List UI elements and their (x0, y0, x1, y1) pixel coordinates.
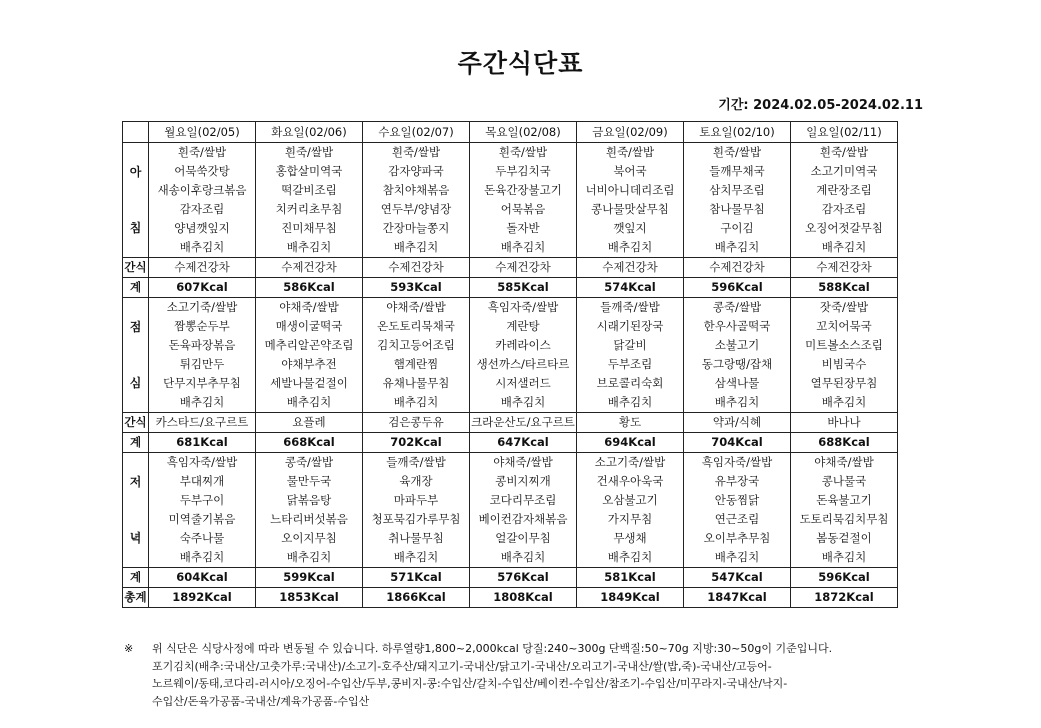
menu-item: 세발나물겉절이 (256, 374, 363, 393)
snack-item: 바나나 (791, 413, 898, 433)
corner-cell (123, 122, 149, 143)
day-header: 목요일(02/08) (470, 122, 577, 143)
menu-item: 흰죽/쌀밥 (363, 143, 470, 163)
menu-item: 돈육파장볶음 (149, 336, 256, 355)
menu-item: 햄계란찜 (363, 355, 470, 374)
menu-item: 단무지부추무침 (149, 374, 256, 393)
menu-item: 잣죽/쌀밥 (791, 298, 898, 318)
day-header: 토요일(02/10) (684, 122, 791, 143)
breakfast-row (123, 219, 898, 238)
menu-item: 들깨죽/쌀밥 (363, 453, 470, 473)
menu-item: 메추리알곤약조림 (256, 336, 363, 355)
dinner-kcal-row (123, 568, 898, 588)
menu-item: 계란탕 (470, 317, 577, 336)
menu-item: 생선까스/타르타르 (470, 355, 577, 374)
menu-item: 간장마늘쫑지 (363, 219, 470, 238)
menu-item: 삼색나물 (684, 374, 791, 393)
breakfast-row (123, 143, 898, 163)
snack-item: 수제건강차 (363, 258, 470, 278)
menu-item: 떡갈비조림 (256, 181, 363, 200)
menu-item: 배추김치 (149, 548, 256, 568)
menu-item: 어묵쑥갓탕 (149, 162, 256, 181)
menu-item: 브로콜리숙회 (577, 374, 684, 393)
kcal-value: 604Kcal (149, 568, 256, 588)
total-kcal-value: 1892Kcal (149, 588, 256, 608)
day-header: 금요일(02/09) (577, 122, 684, 143)
menu-item: 배추김치 (684, 238, 791, 258)
menu-item: 참나물무침 (684, 200, 791, 219)
subtotal-label: 계 (123, 568, 149, 588)
menu-item: 시저샐러드 (470, 374, 577, 393)
menu-item: 치커리초무침 (256, 200, 363, 219)
menu-item: 배추김치 (791, 548, 898, 568)
menu-item: 삼치무조림 (684, 181, 791, 200)
menu-item: 배추김치 (363, 393, 470, 413)
breakfast-row (123, 162, 898, 181)
menu-item: 들깨죽/쌀밥 (577, 298, 684, 318)
menu-item: 새송이후랑크볶음 (149, 181, 256, 200)
menu-item: 야채죽/쌀밥 (470, 453, 577, 473)
note-line: 포기김치(배추:국내산/고춧가루:국내산)/소고기-호주산/돼지고기-국내산/닭고기-국내산/오리고기-국내산/쌀(밥,죽)-국내산/고등어- (152, 659, 772, 673)
kcal-value: 694Kcal (577, 433, 684, 453)
menu-item: 홍합살미역국 (256, 162, 363, 181)
menu-item: 콩나물맛살무침 (577, 200, 684, 219)
lunch-row (123, 374, 898, 393)
menu-item: 참치야채볶음 (363, 181, 470, 200)
menu-item: 콩죽/쌀밥 (256, 453, 363, 473)
lunch-row (123, 393, 898, 413)
menu-item: 미역줄기볶음 (149, 510, 256, 529)
menu-item: 물만두국 (256, 472, 363, 491)
menu-item: 소고기미역국 (791, 162, 898, 181)
snack-item: 검은콩두유 (363, 413, 470, 433)
kcal-value: 574Kcal (577, 278, 684, 298)
menu-item: 소고기죽/쌀밥 (149, 298, 256, 318)
note-line: 위 식단은 식당사정에 따라 변동될 수 있습니다. 하루열량1,800~2,000kcal 당질:240~300g 단백질:50~70g 지방:30~50g이 기준입니다. (152, 642, 833, 655)
menu-item: 야채죽/쌀밥 (791, 453, 898, 473)
menu-item: 오이부추무침 (684, 529, 791, 548)
kcal-value: 607Kcal (149, 278, 256, 298)
dinner-row (123, 548, 898, 568)
menu-item: 콩나물국 (791, 472, 898, 491)
menu-item: 콩죽/쌀밥 (684, 298, 791, 318)
day-header: 화요일(02/06) (256, 122, 363, 143)
note-line: 수입산/돈육가공품-국내산/계육가공품-수입산 (152, 694, 370, 708)
kcal-value: 585Kcal (470, 278, 577, 298)
menu-item: 흑임자죽/쌀밥 (470, 298, 577, 318)
total-kcal-value: 1866Kcal (363, 588, 470, 608)
menu-item: 배추김치 (363, 548, 470, 568)
kcal-value: 547Kcal (684, 568, 791, 588)
dinner-label (123, 453, 149, 568)
menu-item: 얼갈이무침 (470, 529, 577, 548)
note-text (152, 640, 1002, 710)
menu-item: 부대찌개 (149, 472, 256, 491)
menu-item: 양념깻잎지 (149, 219, 256, 238)
menu-item: 흑임자죽/쌀밥 (149, 453, 256, 473)
menu-item: 깻잎지 (577, 219, 684, 238)
breakfast-row (123, 238, 898, 258)
menu-item: 돈육간장불고기 (470, 181, 577, 200)
lunch-snack-row (123, 413, 898, 433)
breakfast-label (123, 143, 149, 258)
menu-item: 카레라이스 (470, 336, 577, 355)
menu-item: 흰죽/쌀밥 (684, 143, 791, 163)
kcal-value: 586Kcal (256, 278, 363, 298)
dinner-row (123, 529, 898, 548)
menu-item: 마파두부 (363, 491, 470, 510)
note-mark: ※ (124, 642, 134, 655)
menu-item: 열무된장무침 (791, 374, 898, 393)
total-kcal-value: 1808Kcal (470, 588, 577, 608)
menu-item: 감자조림 (149, 200, 256, 219)
menu-item: 가지무침 (577, 510, 684, 529)
menu-item: 두부구이 (149, 491, 256, 510)
kcal-value: 688Kcal (791, 433, 898, 453)
menu-item: 무생채 (577, 529, 684, 548)
subtotal-label: 계 (123, 433, 149, 453)
kcal-value: 581Kcal (577, 568, 684, 588)
snack-label: 간식 (123, 258, 149, 278)
menu-item: 오이지무침 (256, 529, 363, 548)
menu-item: 유부장국 (684, 472, 791, 491)
menu-item: 오삼불고기 (577, 491, 684, 510)
menu-item: 숙주나물 (149, 529, 256, 548)
menu-item: 동그랑땡/잡채 (684, 355, 791, 374)
kcal-value: 596Kcal (684, 278, 791, 298)
menu-item: 배추김치 (684, 393, 791, 413)
kcal-value: 704Kcal (684, 433, 791, 453)
menu-item: 흰죽/쌀밥 (791, 143, 898, 163)
snack-item: 카스타드/요구르트 (149, 413, 256, 433)
menu-item: 흰죽/쌀밥 (149, 143, 256, 163)
menu-item: 두부조림 (577, 355, 684, 374)
snack-item: 요플레 (256, 413, 363, 433)
menu-item: 야채죽/쌀밥 (256, 298, 363, 318)
menu-item: 배추김치 (363, 238, 470, 258)
page-title: 주간식단표 (457, 49, 584, 78)
breakfast-label-bottom: 침 (129, 221, 142, 235)
menu-item: 봄동겉절이 (791, 529, 898, 548)
day-header: 월요일(02/05) (149, 122, 256, 143)
menu-item: 흰죽/쌀밥 (256, 143, 363, 163)
lunch-label (123, 298, 149, 413)
menu-item: 배추김치 (256, 548, 363, 568)
menu-item: 배추김치 (791, 393, 898, 413)
period-label: 기간: 2024.02.05-2024.02.11 (718, 98, 923, 113)
lunch-kcal-row (123, 433, 898, 453)
menu-item: 짬뽕순두부 (149, 317, 256, 336)
kcal-value: 681Kcal (149, 433, 256, 453)
day-header: 수요일(02/07) (363, 122, 470, 143)
kcal-value: 668Kcal (256, 433, 363, 453)
menu-item: 육개장 (363, 472, 470, 491)
snack-item: 수제건강차 (684, 258, 791, 278)
kcal-value: 571Kcal (363, 568, 470, 588)
menu-item: 연근조림 (684, 510, 791, 529)
menu-item: 오징어젓갈무침 (791, 219, 898, 238)
breakfast-label-top: 아 (129, 165, 142, 179)
menu-item: 소불고기 (684, 336, 791, 355)
menu-item: 흰죽/쌀밥 (470, 143, 577, 163)
subtotal-label: 계 (123, 278, 149, 298)
menu-item: 감자조림 (791, 200, 898, 219)
lunch-row (123, 317, 898, 336)
menu-item: 배추김치 (577, 238, 684, 258)
menu-item: 돌자반 (470, 219, 577, 238)
total-kcal-value: 1849Kcal (577, 588, 684, 608)
dinner-row (123, 510, 898, 529)
menu-item: 배추김치 (577, 393, 684, 413)
total-kcal-value: 1853Kcal (256, 588, 363, 608)
menu-item: 청포묵김가루무침 (363, 510, 470, 529)
kcal-value: 588Kcal (791, 278, 898, 298)
menu-item: 한우사골떡국 (684, 317, 791, 336)
dinner-row (123, 472, 898, 491)
menu-item: 안동찜닭 (684, 491, 791, 510)
day-header: 일요일(02/11) (791, 122, 898, 143)
kcal-value: 647Kcal (470, 433, 577, 453)
kcal-value: 702Kcal (363, 433, 470, 453)
menu-item: 소고기죽/쌀밥 (577, 453, 684, 473)
breakfast-row (123, 200, 898, 219)
lunch-row (123, 298, 898, 318)
menu-item: 배추김치 (684, 548, 791, 568)
lunch-label-bottom: 심 (129, 376, 142, 390)
breakfast-row (123, 181, 898, 200)
menu-item: 도토리묵김치무침 (791, 510, 898, 529)
menu-item: 연두부/양념장 (363, 200, 470, 219)
snack-item: 황도 (577, 413, 684, 433)
dinner-row (123, 453, 898, 473)
menu-item: 배추김치 (149, 393, 256, 413)
menu-item: 너비아니데리조림 (577, 181, 684, 200)
total-row (123, 588, 898, 608)
dinner-label-top: 저 (129, 475, 142, 489)
day-header-row (123, 122, 898, 143)
menu-item: 시래기된장국 (577, 317, 684, 336)
lunch-row (123, 355, 898, 374)
menu-item: 배추김치 (149, 238, 256, 258)
menu-item: 김치고등어조림 (363, 336, 470, 355)
breakfast-kcal-row (123, 278, 898, 298)
snack-item: 수제건강차 (256, 258, 363, 278)
menu-table (122, 121, 898, 608)
kcal-value: 576Kcal (470, 568, 577, 588)
menu-item: 두부김치국 (470, 162, 577, 181)
total-kcal-value: 1847Kcal (684, 588, 791, 608)
snack-item: 수제건강차 (577, 258, 684, 278)
kcal-value: 596Kcal (791, 568, 898, 588)
menu-item: 배추김치 (256, 393, 363, 413)
menu-item: 야채부추전 (256, 355, 363, 374)
menu-item: 미트볼소스조림 (791, 336, 898, 355)
menu-item: 배추김치 (577, 548, 684, 568)
menu-item: 흑임자죽/쌀밥 (684, 453, 791, 473)
snack-item: 수제건강차 (470, 258, 577, 278)
menu-item: 야채죽/쌀밥 (363, 298, 470, 318)
note-line: 노르웨이/동태,코다리-러시아/오징어-수입산/두부,콩비지-콩:수입산/갈치-수입산/베이컨-수입산/참조기-수입산/미꾸라지-국내산/낙지- (152, 677, 788, 690)
lunch-label-top: 점 (129, 320, 142, 334)
menu-item: 감자양파국 (363, 162, 470, 181)
menu-item: 배추김치 (470, 393, 577, 413)
snack-item: 수제건강차 (791, 258, 898, 278)
menu-item: 느타리버섯볶음 (256, 510, 363, 529)
menu-item: 닭볶음탕 (256, 491, 363, 510)
menu-item: 코다리무조림 (470, 491, 577, 510)
menu-item: 취나물무침 (363, 529, 470, 548)
total-kcal-value: 1872Kcal (791, 588, 898, 608)
menu-item: 매생이굴떡국 (256, 317, 363, 336)
menu-item: 흰죽/쌀밥 (577, 143, 684, 163)
menu-item: 배추김치 (791, 238, 898, 258)
menu-item: 비빔국수 (791, 355, 898, 374)
menu-item: 구이김 (684, 219, 791, 238)
menu-item: 배추김치 (256, 238, 363, 258)
menu-item: 돈육불고기 (791, 491, 898, 510)
menu-item: 북어국 (577, 162, 684, 181)
snack-label: 간식 (123, 413, 149, 433)
snack-item: 크라운산도/요구르트 (470, 413, 577, 433)
snack-item: 약과/식혜 (684, 413, 791, 433)
menu-item: 들깨무채국 (684, 162, 791, 181)
menu-item: 온도토리묵채국 (363, 317, 470, 336)
menu-item: 어묵볶음 (470, 200, 577, 219)
total-label: 총계 (123, 588, 149, 608)
menu-item: 베이컨감자채볶음 (470, 510, 577, 529)
menu-item: 배추김치 (470, 238, 577, 258)
menu-item: 배추김치 (470, 548, 577, 568)
menu-item: 건새우아욱국 (577, 472, 684, 491)
dinner-label-bottom: 녁 (129, 531, 142, 545)
menu-item: 계란장조림 (791, 181, 898, 200)
lunch-row (123, 336, 898, 355)
breakfast-snack-row (123, 258, 898, 278)
menu-item: 유채나물무침 (363, 374, 470, 393)
menu-item: 닭갈비 (577, 336, 684, 355)
menu-item: 진미채무침 (256, 219, 363, 238)
dinner-row (123, 491, 898, 510)
kcal-value: 599Kcal (256, 568, 363, 588)
menu-item: 콩비지찌개 (470, 472, 577, 491)
menu-item: 튀김만두 (149, 355, 256, 374)
menu-item: 꼬치어묵국 (791, 317, 898, 336)
kcal-value: 593Kcal (363, 278, 470, 298)
snack-item: 수제건강차 (149, 258, 256, 278)
